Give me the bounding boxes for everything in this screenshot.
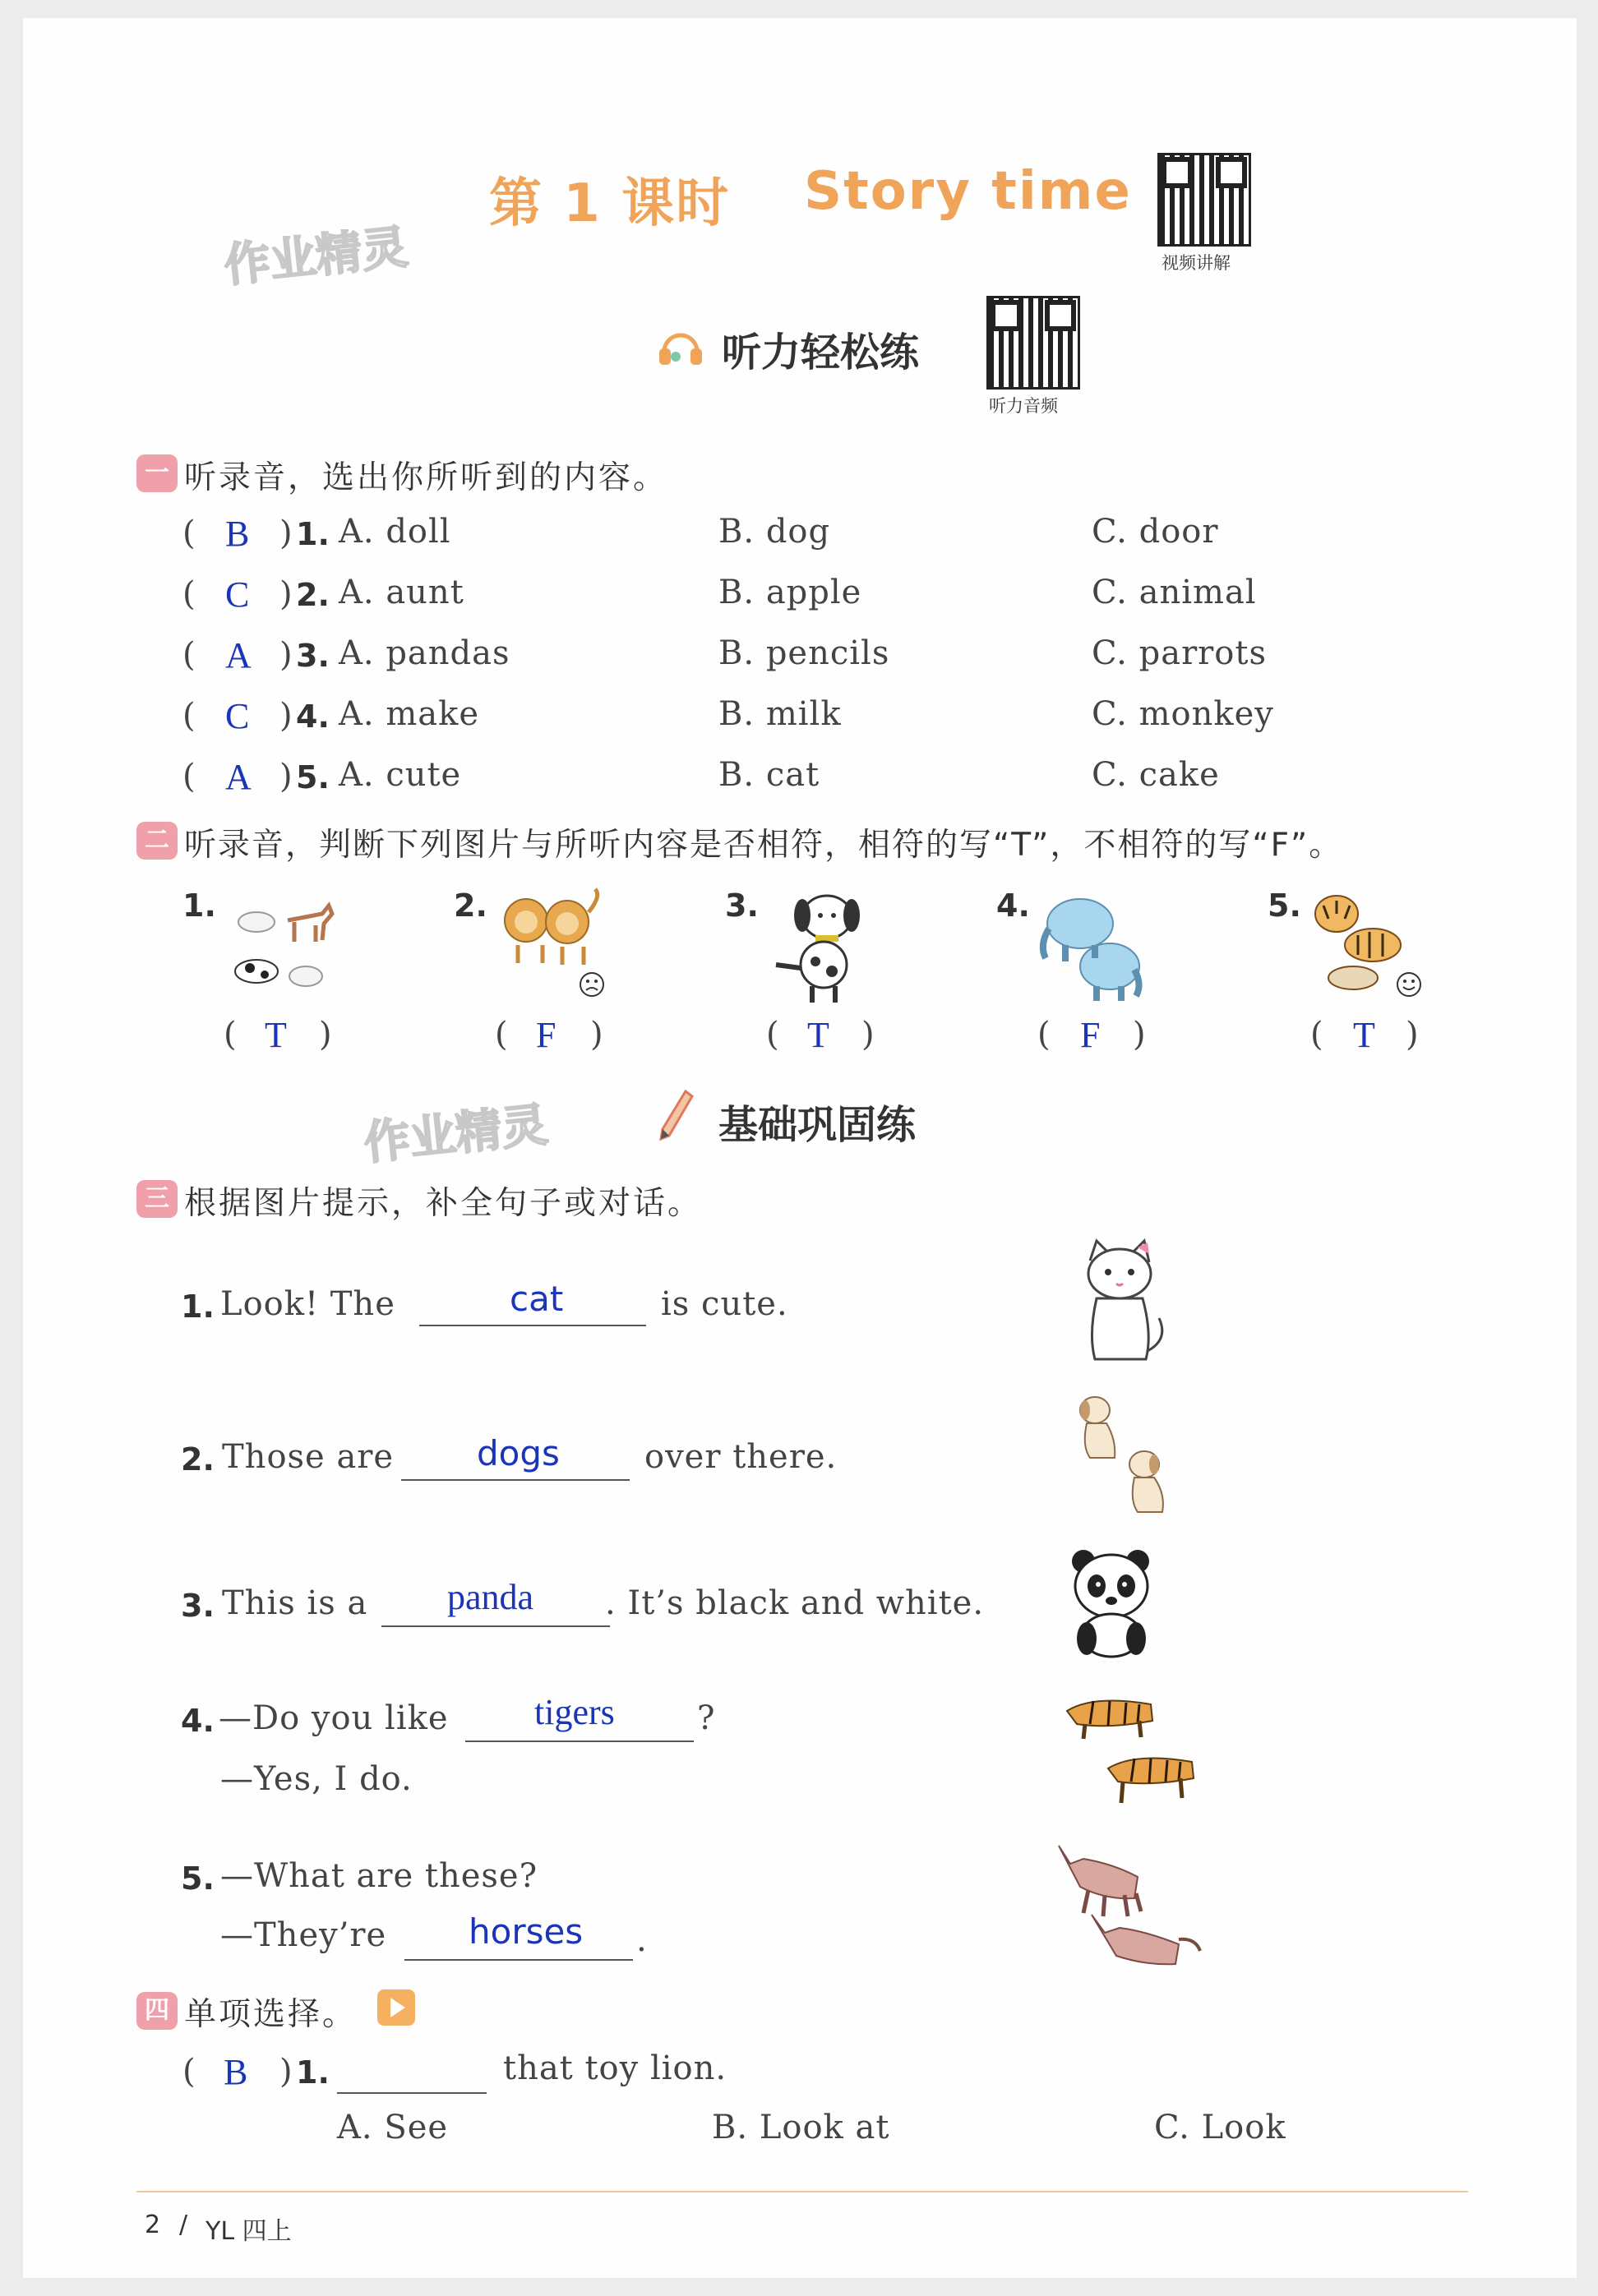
answer-blank[interactable] (465, 1740, 694, 1742)
sentence-before: This is a (222, 1584, 368, 1622)
dialog-reply: —Yes, I do. (220, 1760, 413, 1798)
option-a: A. See (337, 2109, 449, 2146)
cat-icon (1067, 1236, 1174, 1369)
sentence-before: —Do you like (219, 1699, 449, 1737)
item-number: 5. (296, 759, 330, 795)
item-number: 4. (296, 698, 330, 735)
watermark: 作业精灵 (361, 1098, 551, 1171)
panda-icon (1069, 1547, 1154, 1658)
answer-choice[interactable]: A (225, 757, 252, 797)
answer-text: tigers (534, 1692, 615, 1732)
item-number: 3. (725, 888, 759, 924)
answer-choice[interactable]: C (225, 696, 250, 736)
section-badge-4: 四 (136, 1992, 178, 2030)
answer-text: dogs (477, 1433, 560, 1473)
item-number: 1. (182, 888, 216, 924)
option-a: A. make (339, 695, 480, 733)
listening-heading: 听力轻松练 (722, 330, 920, 376)
sentence-after: over there. (644, 1438, 838, 1476)
pencil-icon (658, 1088, 694, 1142)
lions-icon (493, 888, 617, 1003)
option-a: A. aunt (339, 574, 464, 611)
lesson-title: Story time (804, 161, 1132, 222)
option-c: C. monkey (1092, 695, 1274, 733)
answer-tf[interactable]: F (1080, 1015, 1101, 1055)
item-number: 5. (181, 1860, 215, 1897)
option-b: B. milk (718, 695, 842, 733)
horses-icon (1055, 1841, 1203, 1972)
qr-audio-caption: 听力音频 (989, 396, 1058, 416)
option-c: C. animal (1092, 574, 1257, 611)
section-badge-2: 二 (136, 822, 178, 860)
sentence-after: is cute. (661, 1285, 788, 1323)
section-badge-3: 三 (136, 1180, 178, 1218)
option-b: B. pencils (718, 634, 890, 672)
lesson-number: 第 1 课时 (489, 173, 731, 234)
answer-choice[interactable]: B (225, 514, 250, 554)
dogs-icon (1065, 1389, 1189, 1520)
part4-instruction: 单项选择。 (184, 1996, 358, 2033)
book-code: YL 四上 (206, 2217, 292, 2246)
sentence-before: Look! The (220, 1285, 395, 1323)
sentence-before: —What are these? (220, 1857, 538, 1895)
option-a: A. cute (339, 756, 462, 794)
tigers-icon (1060, 1691, 1200, 1814)
dog-icon (761, 886, 884, 1005)
option-b: B. Look at (712, 2109, 890, 2146)
item-number: 3. (296, 638, 330, 674)
item-number: 2. (454, 888, 487, 924)
tigers-icon (1304, 886, 1427, 1001)
item-number: 3. (181, 1588, 215, 1624)
section-badge-1: 一 (136, 454, 178, 492)
option-b: B. cat (718, 756, 820, 794)
qr-code-audio[interactable] (986, 296, 1080, 390)
horse-sheep-cow-icon (224, 889, 339, 1001)
answer-blank[interactable] (419, 1325, 646, 1326)
answer-blank[interactable] (381, 1625, 610, 1627)
sentence-before: Those are (222, 1438, 395, 1476)
headphones-icon (656, 322, 705, 368)
item-number: 1. (181, 1289, 215, 1325)
option-c: C. cake (1092, 756, 1220, 794)
answer-blank[interactable] (337, 2092, 487, 2094)
part2-instruction: 听录音，判断下列图片与所听内容是否相符，相符的写“T”，不相符的写“F”。 (184, 827, 1343, 864)
question-stem: that toy lion. (503, 2049, 727, 2087)
sentence-after: ? (697, 1699, 716, 1737)
option-c: C. door (1092, 513, 1219, 551)
item-number: 4. (181, 1703, 215, 1739)
item-number: 2. (181, 1441, 215, 1478)
dialog-reply: —They’re (220, 1916, 387, 1954)
item-number: 1. (296, 2054, 330, 2091)
answer-tf[interactable]: T (1353, 1015, 1375, 1055)
item-number: 1. (296, 516, 330, 552)
watermark: 作业精灵 (221, 220, 411, 293)
answer-tf[interactable]: F (536, 1015, 557, 1055)
option-c: C. Look (1154, 2109, 1286, 2146)
item-number: 5. (1268, 888, 1301, 924)
answer-choice[interactable]: C (225, 574, 250, 615)
qr-video-caption: 视频讲解 (1162, 253, 1231, 273)
answer-blank[interactable] (401, 1479, 630, 1481)
item-number: 4. (996, 888, 1030, 924)
answer-choice[interactable]: A (225, 635, 252, 675)
answer-text: horses (469, 1911, 584, 1952)
item-number: 2. (296, 577, 330, 613)
page-number: 2 (145, 2211, 161, 2239)
answer-choice[interactable]: B (224, 2052, 248, 2092)
sentence-after: . It’s black and white. (605, 1584, 985, 1622)
answer-tf[interactable]: T (807, 1015, 829, 1055)
option-a: A. pandas (339, 634, 510, 672)
basics-heading: 基础巩固练 (718, 1102, 917, 1148)
elephants-icon (1031, 888, 1154, 1003)
option-b: B. dog (718, 513, 831, 551)
part1-instruction: 听录音，选出你所听到的内容。 (184, 459, 668, 496)
option-c: C. parrots (1092, 634, 1267, 672)
answer-text: cat (510, 1279, 564, 1319)
answer-text: panda (447, 1577, 534, 1617)
play-icon[interactable] (376, 1989, 416, 2026)
footer-divider (136, 2191, 1468, 2192)
qr-code-video[interactable] (1157, 153, 1251, 247)
answer-blank[interactable] (404, 1959, 633, 1961)
option-a: A. doll (339, 513, 451, 551)
option-b: B. apple (718, 574, 862, 611)
footer-slash: / (179, 2211, 188, 2239)
part3-instruction: 根据图片提示，补全句子或对话。 (184, 1185, 703, 1222)
answer-tf[interactable]: T (265, 1015, 287, 1055)
sentence-after: . (636, 1921, 648, 1959)
